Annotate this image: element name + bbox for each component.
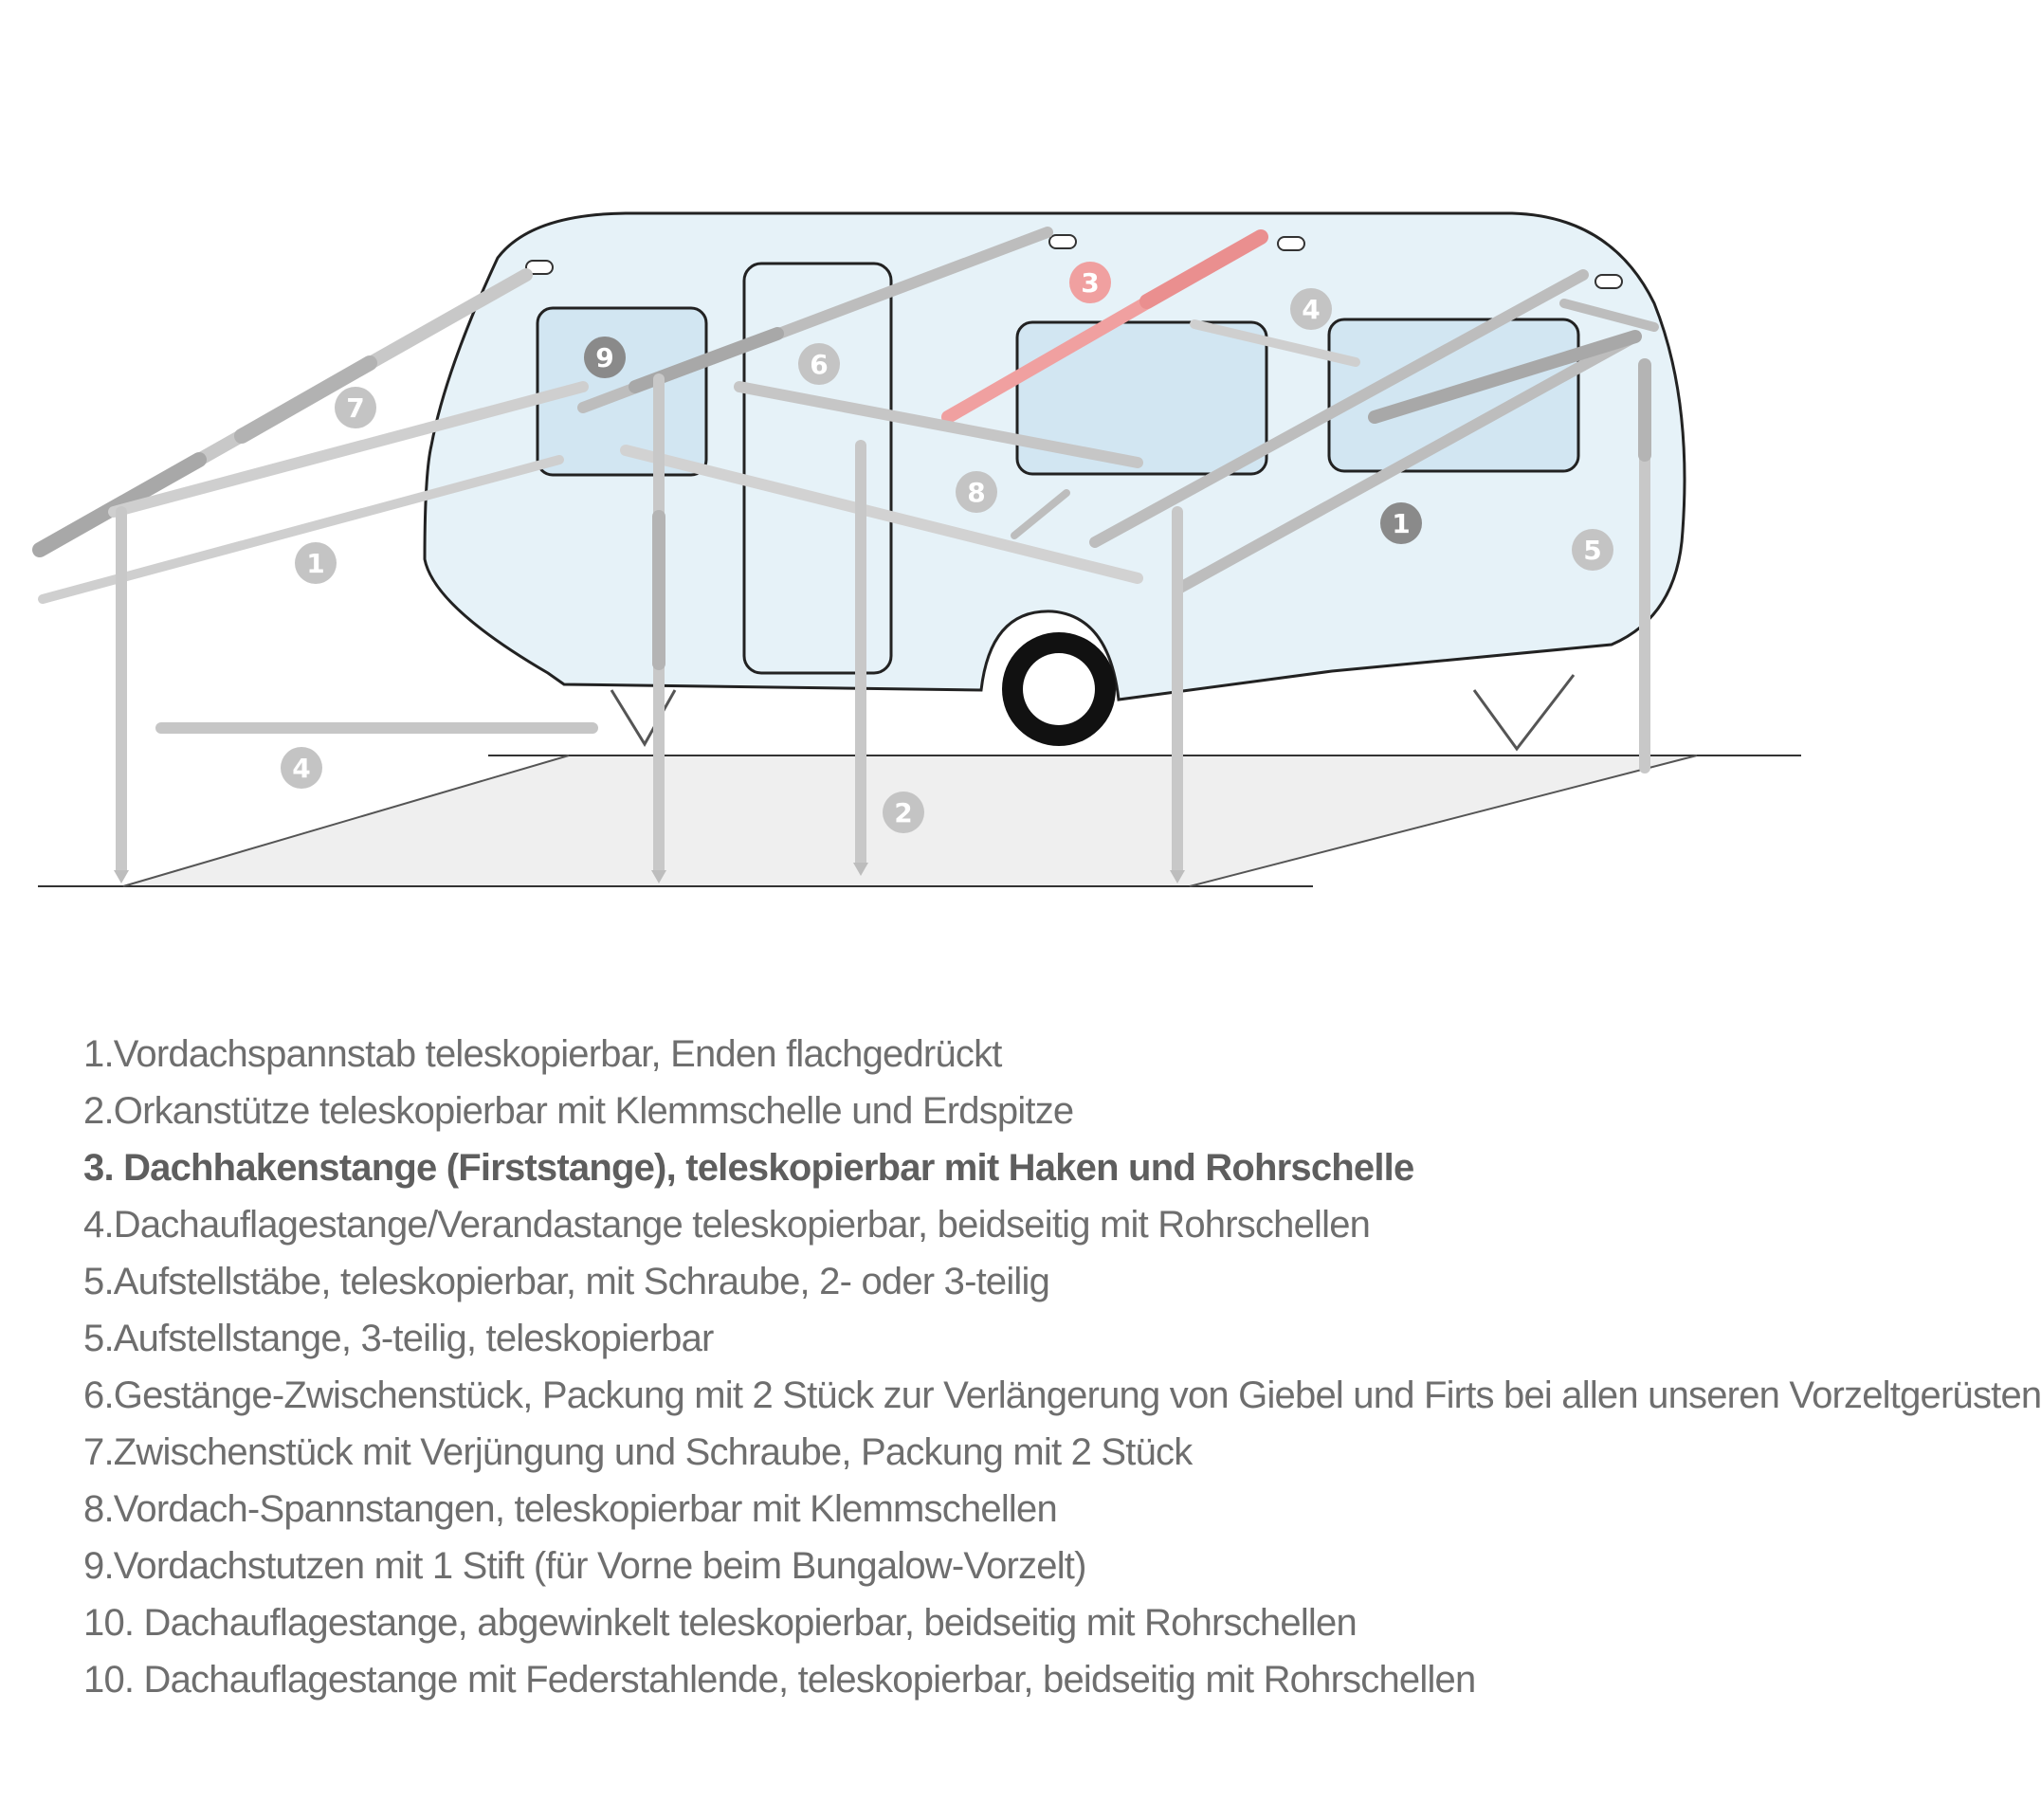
legend-item: 8.Vordach-Spannstangen, teleskopierbar mit Klemmschellen xyxy=(83,1488,1057,1530)
badge-2 xyxy=(883,792,924,833)
legend-item: 7.Zwischenstück mit Verjüngung und Schraube, Packung mit 2 Stück xyxy=(83,1431,1193,1473)
badge-8 xyxy=(956,471,997,513)
badge-4-bottom xyxy=(281,747,322,789)
svg-text:9: 9 xyxy=(595,342,614,373)
badge-1-right xyxy=(1380,502,1422,544)
parts-legend xyxy=(83,1026,2041,1708)
svg-text:1: 1 xyxy=(306,548,325,579)
svg-text:4: 4 xyxy=(292,753,311,784)
badge-6 xyxy=(798,343,840,385)
svg-text:5: 5 xyxy=(1583,535,1602,566)
legend-item: 10. Dachauflagestange, abgewinkelt teleskopierbar, beidseitig mit Rohrschellen xyxy=(83,1602,1357,1644)
legend-item: 4.Dachauflagestange/Verandastange teleskopierbar, beidseitig mit Rohrschellen xyxy=(83,1204,1371,1246)
badge-4-top xyxy=(1290,288,1332,330)
svg-text:6: 6 xyxy=(810,349,829,380)
legend-item-highlighted: 3. Dachhakenstange (Firststange), teleskopierbar mit Haken und Rohrschelle xyxy=(83,1147,1414,1189)
badge-9 xyxy=(584,337,626,378)
legend-item: 1.Vordachspannstab teleskopierbar, Enden flachgedrückt xyxy=(83,1033,1002,1075)
legend-item: 6.Gestänge-Zwischenstück, Packung mit 2 Stück zur Verlängerung von Giebel und Firts bei allen unseren Vorzeltgerüsten xyxy=(83,1374,2041,1416)
svg-text:1: 1 xyxy=(1392,508,1411,539)
badge-3 xyxy=(1069,262,1111,303)
legend-item: 9.Vordachstutzen mit 1 Stift (für Vorne beim Bungalow-Vorzelt) xyxy=(83,1545,1086,1587)
legend-item: 10. Dachauflagestange mit Federstahlende, teleskopierbar, beidseitig mit Rohrschellen xyxy=(83,1659,1476,1701)
svg-text:4: 4 xyxy=(1302,294,1321,325)
badge-5 xyxy=(1572,529,1613,571)
legend-item: 5.Aufstellstäbe, teleskopierbar, mit Schraube, 2- oder 3-teilig xyxy=(83,1261,1050,1302)
svg-text:3: 3 xyxy=(1081,267,1100,299)
legend-item: 5.Aufstellstange, 3-teilig, teleskopierbar xyxy=(83,1318,714,1359)
badge-7 xyxy=(335,387,376,428)
svg-text:7: 7 xyxy=(346,392,365,424)
caravan-awning-diagram xyxy=(0,0,1820,948)
svg-text:8: 8 xyxy=(967,477,986,508)
badge-1-left xyxy=(295,542,337,584)
legend-item: 2.Orkanstütze teleskopierbar mit Klemmschelle und Erdspitze xyxy=(83,1090,1074,1132)
svg-text:2: 2 xyxy=(894,797,913,828)
wheel xyxy=(1002,632,1116,746)
